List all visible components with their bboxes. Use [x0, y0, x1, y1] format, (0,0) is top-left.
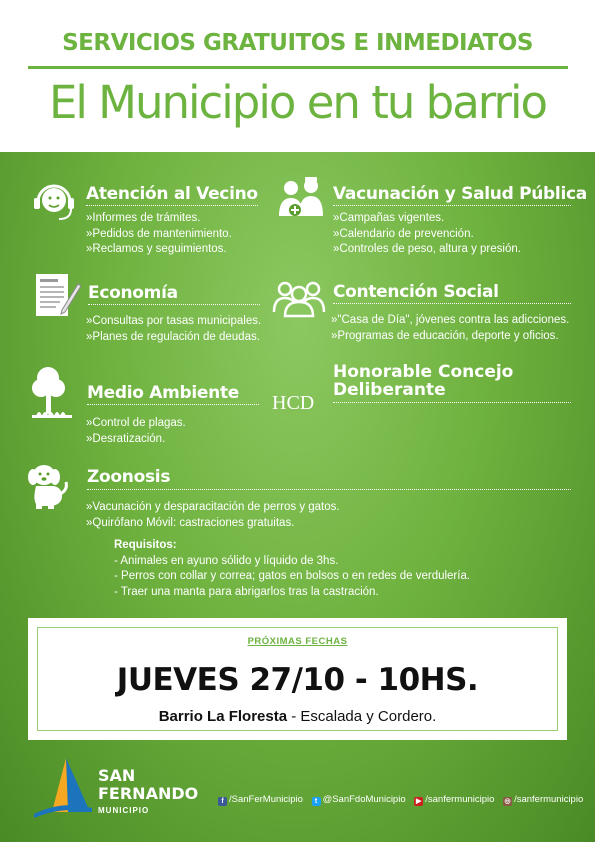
header-banner [0, 0, 595, 152]
requirements-title: Requisitos: [114, 539, 177, 551]
service-list-medio-ambiente [86, 416, 186, 447]
hcd-title-line1: Honorable Concejo [333, 362, 514, 382]
social-links [218, 794, 589, 806]
list-item: » Controles de peso, altura y presión. [333, 242, 521, 258]
hcd-title-line2: Deliberante [333, 380, 446, 400]
event-box [30, 620, 565, 738]
page-subtitle: El Municipio en tu barrio [48, 76, 547, 129]
event-kicker: PRÓXIMAS FECHAS [247, 636, 348, 647]
dotted-separator [87, 404, 259, 405]
list-item: - Traer una manta para abrigarlos tras la castración. [114, 585, 470, 601]
service-title-medio-ambiente: Medio Ambiente [87, 383, 239, 403]
list-item: » Campañas vigentes. [333, 211, 521, 227]
list-item: » Planes de regulación de deudas. [86, 330, 261, 346]
event-place [38, 708, 557, 725]
service-list-economia [86, 314, 261, 345]
list-item: » Programas de educación, deporte y oficios. [331, 329, 569, 345]
document-pen-icon [34, 272, 82, 320]
title-divider [28, 66, 568, 69]
list-item: » Reclamos y seguimientos. [86, 242, 232, 258]
social-facebook-label: /SanFerMunicipio [229, 794, 303, 805]
dog-icon [26, 462, 70, 510]
social-instagram-label: /sanfermunicipio [514, 794, 584, 805]
brand-subtitle: MUNICIPIO [98, 806, 150, 815]
event-box-inner [37, 627, 558, 731]
youtube-icon: ▶ [416, 798, 422, 805]
instagram-icon: ◎ [504, 798, 511, 805]
service-title-economia: Economía [88, 283, 178, 303]
dotted-separator [333, 402, 571, 403]
list-item: » "Casa de Día", jóvenes contra las adicciones. [331, 313, 569, 329]
brand-name [98, 767, 198, 803]
hcd-logo: HCD [272, 392, 315, 414]
list-item: » Control de plagas. [86, 416, 186, 432]
dotted-separator [87, 489, 571, 490]
social-facebook[interactable] [218, 794, 303, 805]
service-title-hcd [333, 363, 573, 399]
list-item: » Consultas por tasas municipales. [86, 314, 261, 330]
list-item: » Vacunación y desparacitación de perros y gatos. [86, 500, 340, 516]
service-list-zoonosis [86, 500, 340, 531]
brand-line1: SAN [98, 766, 136, 785]
social-youtube-label: /sanfermunicipio [425, 794, 495, 805]
service-list-vacunacion [333, 211, 521, 258]
facebook-icon: f [218, 797, 227, 806]
service-title-zoonosis: Zoonosis [87, 467, 171, 487]
list-item: - Perros con collar y correa; gatos en bolsos o en redes de verdulería. [114, 569, 470, 585]
dotted-separator [333, 205, 571, 206]
headset-agent-icon [28, 178, 80, 226]
twitter-icon: t [312, 797, 321, 806]
requirements-block [114, 538, 470, 600]
list-item: - Animales en ayuno sólido y líquido de 3hs. [114, 554, 470, 570]
list-item: » Pedidos de mantenimiento. [86, 227, 232, 243]
list-item: » Calendario de prevención. [333, 227, 521, 243]
social-instagram[interactable] [503, 794, 583, 805]
event-place-neighborhood: Barrio La Floresta [158, 708, 288, 725]
service-title-vacunacion: Vacunación y Salud Pública [333, 184, 587, 204]
list-item: » Quirófano Móvil: castraciones gratuitas. [86, 516, 340, 532]
brand-line2: FERNANDO [98, 784, 199, 803]
event-date: JUEVES 27/10 - 10HS. [116, 662, 479, 698]
people-group-icon [272, 280, 326, 318]
dotted-separator [333, 303, 571, 304]
service-title-contencion: Contención Social [333, 282, 499, 302]
list-item: » Informes de trámites. [86, 211, 232, 227]
event-place-address: - Escalada y Cordero. [287, 708, 437, 725]
social-youtube[interactable] [414, 794, 494, 805]
social-twitter[interactable] [312, 794, 406, 805]
service-list-contencion [331, 313, 569, 344]
medical-staff-icon [276, 176, 326, 224]
dotted-separator [86, 205, 258, 206]
service-list-atencion [86, 211, 232, 258]
list-item: » Desratización. [86, 432, 186, 448]
san-fernando-logo-icon [32, 756, 94, 818]
service-title-atencion: Atención al Vecino [86, 184, 258, 204]
dotted-separator [88, 304, 260, 305]
page-title: SERVICIOS GRATUITOS E INMEDIATOS [62, 30, 533, 56]
tree-icon [28, 364, 76, 420]
social-twitter-label: @SanFdoMunicipio [322, 794, 406, 805]
requirements-list [114, 554, 470, 601]
